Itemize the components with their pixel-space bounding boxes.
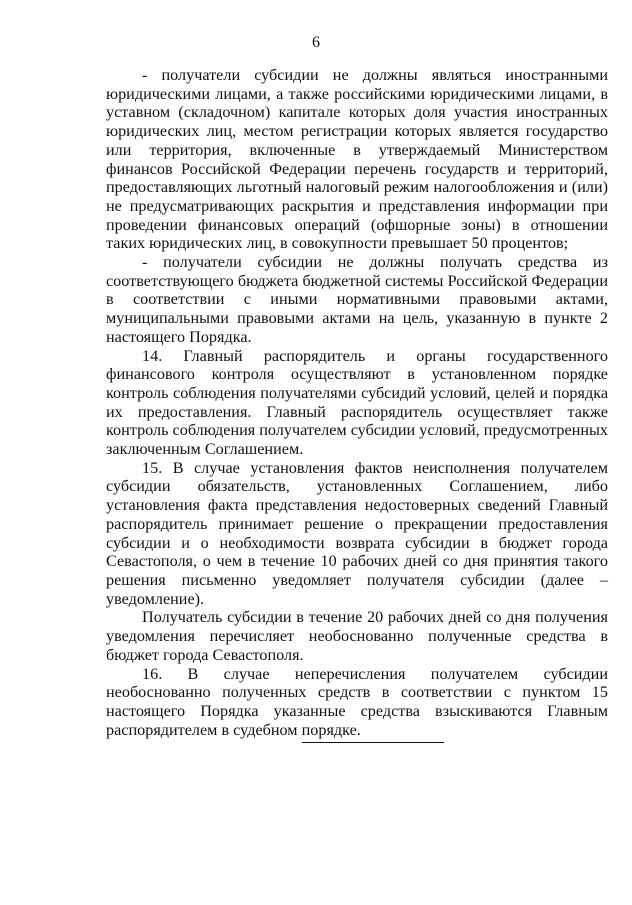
paragraph-foreign-entities: - получатели субсидии не должны являться иностранными юридическими лицами, а также российскими юридическими лицами, в уставном (складочном) капитале которых доля участия иностранных юридических лиц, местом регистрации которых является государство или территория, включенные в утверждаемый Министерством финансов Российской Федерации перечень государств и территорий, предоставляющих льготный налоговый режим налогообложения и (или) не предусматривающих раскрытия и представления информации при проведении финансовых операций (офшорные зоны) в отношении таких юридических лиц, в совокупности превышает 50 процентов;	[106, 66, 608, 253]
end-of-text-rule	[302, 742, 444, 743]
paragraph-other-funds: - получатели субсидии не должны получать средства из соответствующего бюджета бюджетной системы Российской Федерации в соответствии с иными нормативными правовыми актами, муниципальными правовыми актами на цель, указанную в пункте 2 настоящего Порядка.	[106, 253, 608, 346]
paragraph-15-repayment: Получатель субсидии в течение 20 рабочих дней со дня получения уведомления перечисляет необоснованно полученные средства в бюджет города Севастополя.	[106, 608, 608, 664]
document-body	[106, 66, 608, 739]
paragraph-16-recovery: 16. В случае неперечисления получателем субсидии необоснованно полученных средств в соответствии с пунктом 15 настоящего Порядка указанные средства взыскиваются Главным распорядителем в судебном порядке.	[106, 664, 608, 739]
paragraph-15-violations: 15. В случае установления фактов неисполнения получателем субсидии обязательств, установленных Соглашением, либо установления факта представления недостоверных сведений Главный распорядитель принимает решение о прекращении предоставления субсидии и о необходимости возврата субсидии в бюджет города Севастополя, о чем в течение 10 рабочих дней со дня принятия такого решения письменно уведомляет получателя субсидии (далее – уведомление).	[106, 458, 608, 608]
page-number: 6	[312, 34, 320, 51]
paragraph-14-control: 14. Главный распорядитель и органы государственного финансового контроля осуществляют в установленном порядке контроль соблюдения получателями субсидий условий, целей и порядка их предоставления. Главный распорядитель осуществляет также контроль соблюдения получателем субсидии условий, предусмотренных заключенным Соглашением.	[106, 346, 608, 459]
